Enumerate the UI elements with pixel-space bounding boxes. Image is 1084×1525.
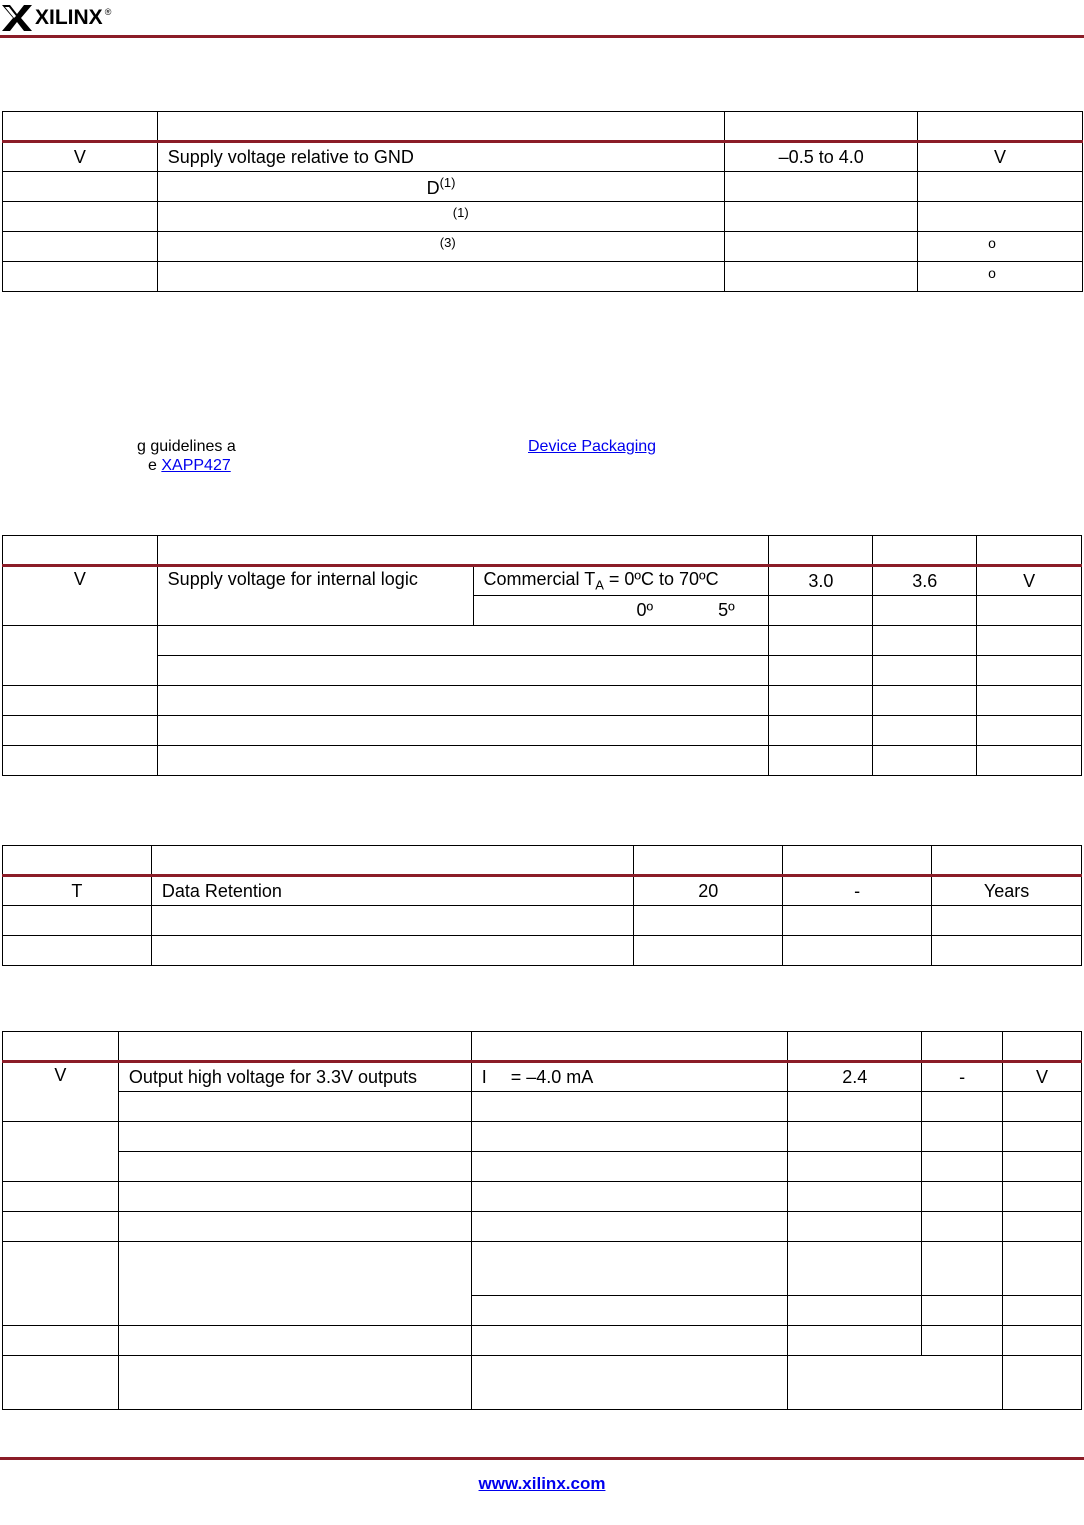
xapp427-link[interactable]: XAPP427 [161, 457, 231, 474]
table-row [3, 686, 1082, 716]
max-cell: - [783, 876, 932, 906]
table-row [3, 716, 1082, 746]
xilinx-logo [2, 4, 111, 32]
value-cell: –0.5 to 4.0 [725, 142, 918, 172]
table-row [3, 656, 1082, 686]
device-packaging-link[interactable]: Device Packaging [528, 438, 657, 455]
units-cell: V [1003, 1062, 1082, 1092]
description-cell: Supply voltage relative to GND [157, 142, 725, 172]
data-retention-table [2, 845, 1082, 966]
note-line-2: e XAPP427 [148, 457, 231, 474]
table-row [3, 1326, 1082, 1356]
description-cell: Data Retention [151, 876, 634, 906]
table-row [3, 1182, 1082, 1212]
table-row [3, 1356, 1082, 1410]
footer [0, 1474, 1084, 1494]
table-row [3, 876, 1082, 906]
footer-rule [0, 1457, 1084, 1460]
xilinx-logo-icon [2, 5, 32, 31]
min-cell: 2.4 [788, 1062, 922, 1092]
table-row [3, 1152, 1082, 1182]
min-cell: 20 [634, 876, 783, 906]
condition-cell: I = –4.0 mA [471, 1062, 788, 1092]
table-row [3, 232, 1083, 262]
table-header-row [3, 536, 1082, 566]
table-row [3, 1242, 1082, 1296]
table-row [3, 626, 1082, 656]
table-row [3, 746, 1082, 776]
condition-cell: Commercial $T_A$ = 0ºC to 70ºC [473, 566, 769, 596]
units-cell: V [918, 142, 1083, 172]
table-header-row [3, 112, 1083, 142]
table-row [3, 1212, 1082, 1242]
units-cell: Years [932, 876, 1082, 906]
table-row [3, 566, 1082, 596]
table-row [3, 1062, 1082, 1092]
units-cell: V [977, 566, 1082, 596]
table-header-row [3, 846, 1082, 876]
units-cell: o [918, 262, 1083, 292]
min-cell: 3.0 [769, 566, 873, 596]
symbol-cell: V [3, 142, 158, 172]
max-cell: - [922, 1062, 1003, 1092]
units-cell: o [918, 232, 1083, 262]
table-header-row [3, 1032, 1082, 1062]
registered-mark: ® [104, 7, 112, 17]
header-rule [0, 35, 1084, 38]
description-cell: Supply voltage for internal logic [157, 566, 473, 626]
dc-characteristics-table [2, 1031, 1082, 1410]
note-line-1: g guidelines a [137, 438, 236, 455]
table-row [3, 142, 1083, 172]
logo-text: XILINX [35, 6, 103, 29]
table-row [3, 906, 1082, 936]
table-row [3, 172, 1083, 202]
absolute-max-table [2, 111, 1083, 292]
recommended-operating-table [2, 535, 1082, 776]
table-row [3, 1092, 1082, 1122]
xilinx-website-link[interactable]: www.xilinx.com [478, 1474, 606, 1493]
description-cell: $D^{(1)}$ [157, 172, 725, 202]
max-cell: 3.6 [873, 566, 977, 596]
symbol-cell: V [3, 1062, 119, 1122]
condition-cell: 0º 5º [473, 596, 769, 626]
table-row [3, 262, 1083, 292]
symbol-cell: V [3, 566, 158, 626]
symbol-cell: T [3, 876, 152, 906]
description-cell: (3) [157, 232, 725, 262]
table-row [3, 936, 1082, 966]
table-row [3, 202, 1083, 232]
table-row [3, 1122, 1082, 1152]
description-cell: Output high voltage for 3.3V outputs [118, 1062, 471, 1092]
description-cell: (1) [157, 202, 725, 232]
